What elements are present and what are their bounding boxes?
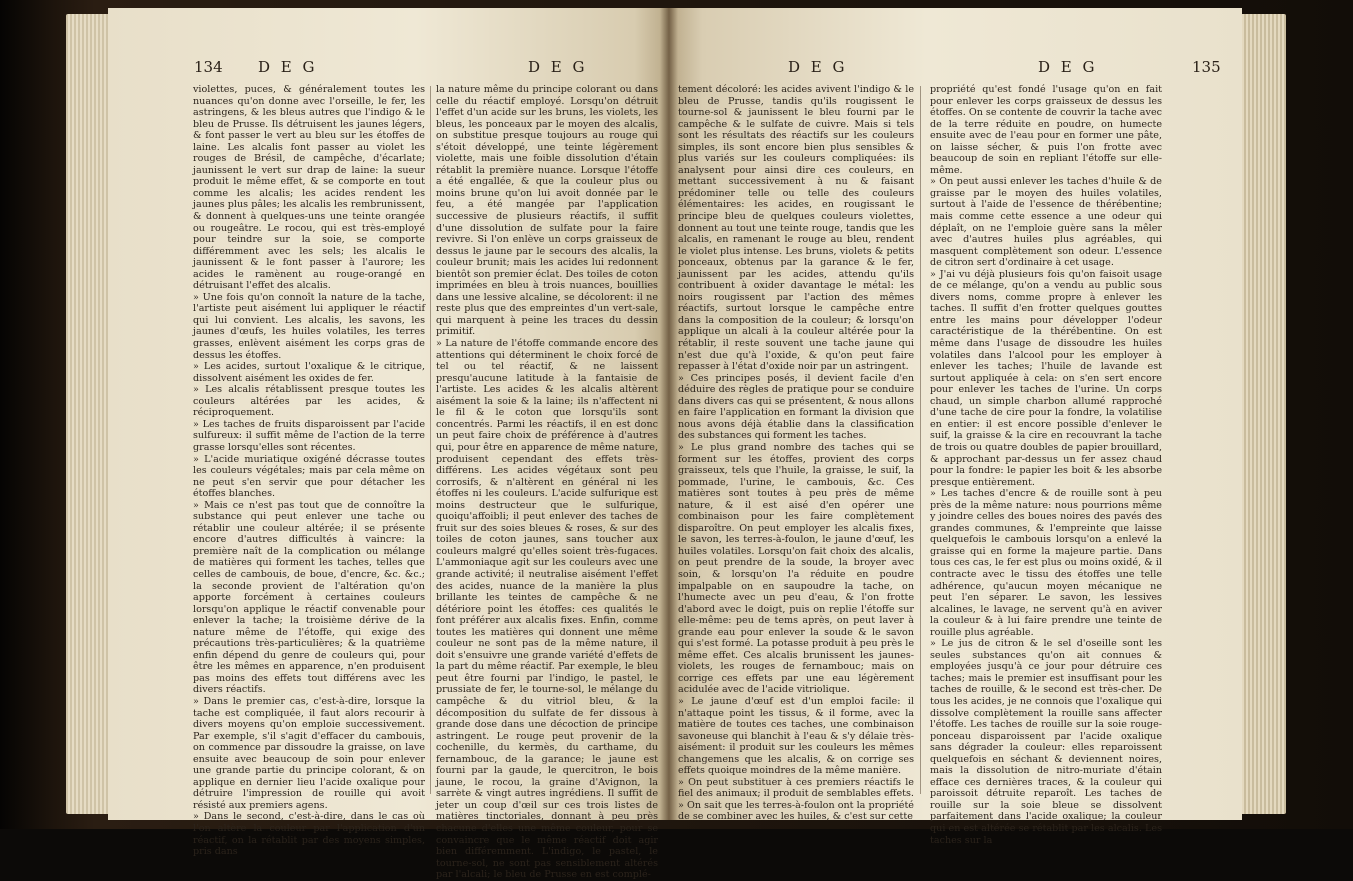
paragraph: » Le jus de citron & le sel d'oseille sont les seules substances qu'on ait connues & employées jusqu'à ce jour pour détruire ces taches; mais le premier est insuffisant pour les taches de rouille, & le second est très-cher. De tous les acides, je ne connois que l'oxalique qui dissolve complètement la rouille sans affecter l'étoffe. Les taches de rouille sur la soie rouge-ponceau disparoissent par l'acide oxalique sans dégrader la couleur: elles reparoissent quelquefois en séchant & deviennent noires, mais la dissolution de nitro-muriate d'étain efface ces dernières traces, & la couleur qui paroissoit détruite reparoît. Les taches de rouille sur la soie bleue se dissolvent parfaitement dans l'acide oxalique; la couleur qui en est altérée se rétablit par les alcalis. Les taches sur la [930,638,1162,846]
right-column-rule [920,86,921,794]
right-page [668,8,1242,846]
right-running-head-2: D E G [1038,58,1098,76]
paragraph: » Une fois qu'on connoît la nature de la tache, l'artiste peut aisément lui appliquer le réactif qui lui convient. Les alcalis, les savons, les jaunes d'œufs, les huiles volatiles, les terres grasses, enlèvent aisément les corps gras de dessus les étoffes. [193,291,425,361]
paragraph: » Les alcalis rétablissent presque toutes les couleurs altérées par les acides, & réciproquement. [193,384,425,419]
paragraph: » Dans le second, c'est-à-dire, dans le cas où l'on altère la couleur par l'application d'un réactif, on la rétablit par des moyens simples, pris dans [193,811,425,858]
paragraph: » L'acide muriatique oxigéné décrasse toutes les couleurs végétales; mais par cela même on ne peut s'en servir que pour détacher les étoffes blanches. [193,453,425,500]
paragraph: tement décoloré: les acides avivent l'indigo & le bleu de Prusse, tandis qu'ils rougissent le tourne-sol & jaunissent le bleu fourni par le campêche & le sulfate de cuivre. Mais si tels sont les résultats des réactifs sur les couleurs simples, ils sont encore bien plus sensibles & plus variés sur les couleurs compliquées: ils analysent pour ainsi dire ces couleurs, en mettant successivement à nu & faisant prédominer telle ou telle des couleurs élémentaires: les acides, en rougissant le principe bleu de quelques couleurs violettes, donnent au tout une teinte rouge, tandis que les alcalis, en ramenant le rouge au bleu, rendent le violet plus intense. Les bruns, violets & petits ponceaux, obtenus par la garance & le fer, jaunissent par les acides, attendu qu'ils contribuent à oxider davantage le métal: les noirs rougissent par l'action des mêmes réactifs, surtout lorsque le campêche entre dans la composition de la couleur; & lorsqu'on applique un alcali à la couleur altérée pour la rétablir, il reste souvent une tache jaune qui n'est due qu'à l'oxide, & qu'on peut faire repasser à l'état d'oxide noir par un astringent. [678,84,914,373]
paragraph: » Le plus grand nombre des taches qui se forment sur les étoffes, provient des corps graisseux, tels que l'huile, la graisse, le suif, la pommade, l'urine, le cambouis, &c. Ces matières sont toutes à peu près de même nature, & il est aisé d'en opérer une combinaison pour les faire complètement disparoître. On peut employer les alcalis fixes, le savon, les terres-à-foulon, le jaune d'œuf, les huiles volatiles. Lorsqu'on fait choix des alcalis, on peut prendre de la soude, la broyer avec soin, & lorsqu'on l'a réduite en poudre impalpable on en saupoudre la tache, on l'humecte avec un peu d'eau, & l'on frotte d'abord avec le doigt, puis on replie l'étoffe sur elle-même: peu de tems après, on peut laver à grande eau pour enlever la soude & le savon qui s'est formé. La potasse produit à peu près le même effet. Ces alcalis brunissent les jaunes-violets, les rouges de fernambouc; mais on corrige ces effets par une eau légèrement acidulée avec de l'acide vitriolique. [678,441,914,696]
paragraph: la nature même du principe colorant ou dans celle du réactif employé. Lorsqu'on détruit l'effet d'un acide sur les bruns, les violets, les bleus, les ponceaux par le moyen des alcalis, on substitue presque toujours au rouge qui s'étoit développé, une teinte légèrement violette, mais une foible dissolution d'étain rétablit la première nuance. Lorsque l'étoffe a été engallée, & que la couleur plus ou moins brune qu'on lui avoit donnée par le feu, a été mangée par l'application successive de plusieurs réactifs, il suffit d'une dissolution de sulfate pour la faire revivre. Si l'on enlève un corps graisseux de dessus le jaune par le secours des alcalis, la couleur brunit; mais les acides lui redonnent bientôt son premier éclat. Des toiles de coton imprimées en bleu à trois nuances, bouillies dans une lessive alcaline, se décolorent: il ne reste plus que des empreintes d'un vert-sale, qui marquent à peine les traces du dessin primitif. [436,84,658,338]
left-running-head-1: D E G [258,58,318,76]
paragraph: violettes, puces, & généralement toutes les nuances qu'on donne avec l'orseille, le fer, les astringens, & les bleus autres que l'indigo & le bleu de Prusse. Ils détruisent les jaunes légers, & font passer le vert au bleu sur les étoffes de laine. Les alcalis font passer au violet les rouges de Brésil, de campêche, d'écarlate; jaunissent le vert sur drap de laine: la sueur produit le même effet, & se comporte en tout comme les alcalis; les acides rendent les jaunes plus pâles; les alcalis les rembrunissent, & donnent à quelques-uns une teinte orangée ou rougeâtre. Le rocou, qui est très-employé pour teindre sur la soie, se comporte différemment avec les sels; les alcalis le jaunissent & le font passer à l'aurore; les acides le ramènent au rouge-orangé en détruisant l'effet des alcalis. [193,84,425,292]
book-gutter [660,8,678,820]
paragraph: » La nature de l'étoffe commande encore des attentions qui déterminent le choix forcé de tel ou tel réactif, & ne laissent presqu'aucune latitude à la fantaisie de l'artiste. Les acides & les alcalis altèrent aisément la soie & la laine; ils n'affectent ni le fil & le coton que lorsqu'ils sont concentrés. Parmi les réactifs, il en est donc un peut faire choix de préférence à d'autres qui, pour être en apparence de même nature, produisent cependant des effets très-différens. Les acides végétaux sont peu corrosifs, & n'altèrent en général ni les étoffes ni les couleurs. L'acide sulfurique est moins destructeur que le sulfurique, quoiqu'affoibli; il peut enlever des taches de fruit sur des soies bleues & roses, & sur des toiles de coton jaunes, sans toucher aux couleurs malgré qu'elles soient très-fugaces. L'ammoniaque agit sur les couleurs avec une grande activité; il neutralise aisément l'effet des acides, nuance de la manière la plus brillante les teintes de campêche & ne détériore point les étoffes: ces qualités le font préférer aux alcalis fixes. Enfin, comme toutes les matières qui donnent une même couleur ne sont pas de la même nature, il doit s'ensuivre une grande variété d'effets de la part du même réactif. Par exemple, le bleu peut être fourni par l'indigo, le pastel, le prussiate de fer, le tourne-sol, le mélange du campêche & du vitriol bleu, & la décomposition du sulfate de fer dissous à grande dose dans une décoction de principe astringent. Le rouge peut provenir de la cochenille, du kermès, du carthame, du fernambouc, de la garance; le jaune est fourni par la gaude, le quercitron, le bois jaune, le rocou, la graine d'Avignon, la sarrète & vingt autres ingrédiens. Il suffit de jeter un coup d'œil sur ces trois listes de matières tinctoriales, donnant à peu près chacune d'elles une même couleur, pour se convaincre que le même réactif doit agir bien différemment. L'indigo, le pastel, le tourne-sol, ne sont pas sensiblement altérés par l'alcali; le bleu de Prusse en est complé- [436,338,658,881]
paragraph: » Dans le premier cas, c'est-à-dire, lorsque la tache est compliquée, il faut alors recourir à divers moyens qu'on emploie successivement. Par exemple, s'il s'agit d'effacer du cambouis, on commence par dissoudre la graisse, on lave ensuite avec beaucoup de soin pour enlever une grande partie du principe colorant, & on applique en dernier lieu l'acide oxalique pour détruire l'impression de rouille qui avoit résisté aux premiers agens. [193,695,425,811]
left-page-number: 134 [194,58,223,76]
right-page-number: 135 [1192,58,1221,76]
paragraph: » J'ai vu déjà plusieurs fois qu'on faisoit usage de ce mélange, qu'on a vendu au public sous divers noms, comme propre à enlever les taches. Il suffit d'en frotter quelques gouttes entre les mains pour développer l'odeur caractéristique de la thérébentine. On est même dans l'usage de dissoudre les huiles volatiles dans l'alcool pour les employer à enlever les taches; l'huile de lavande est surtout appliquée à cela: on s'en sert encore pour enlever les taches de l'urine. Un corps chaud, un simple charbon allumé rapproché d'une tache de cire pour la fondre, la volatilise en entier: il est encore possible d'enlever le suif, la graisse & la cire en recouvrant la tache de trois ou quatre doubles de papier brouillard, & approchant par-dessus un fer assez chaud pour la fondre: le papier les boit & les absorbe presque entièrement. [930,268,1162,488]
paragraph: » On peut substituer à ces premiers réactifs le fiel des animaux; il produit de semblables effets. [678,776,914,800]
left-page [108,8,668,881]
left-column-2 [436,84,658,881]
paragraph: » On sait que les terres-à-foulon ont la propriété de se combiner avec les huiles, & c'est sur cette [678,799,914,823]
paragraph: » Le jaune d'œuf est d'un emploi facile: il n'attaque point les tissus, & il forme, avec la matière de toutes ces taches, une combinaison savoneuse qui blanchit à l'eau & s'y délaie très-aisément: il produit sur les couleurs les mêmes changemens que les alcalis, & on corrige ses effets quoique moindres de la même manière. [678,695,914,777]
paragraph: » Les acides, surtout l'oxalique & le citrique, dissolvent aisément les oxides de fer. [193,361,425,384]
paragraph: propriété qu'est fondé l'usage qu'on en fait pour enlever les corps graisseux de dessus les étoffes. On se contente de couvrir la tache avec de la terre réduite en poudre, on humecte ensuite avec de l'eau pour en former une pâte, on laisse sécher, & puis l'on frotte avec beaucoup de soin en repliant l'étoffe sur elle-même. [930,84,1162,176]
paragraph: » On peut aussi enlever les taches d'huile & de graisse par le moyen des huiles volatiles, surtout à l'aide de l'essence de thérébentine; mais comme cette essence a une odeur qui déplaît, on ne l'emploie guère sans la mêler avec d'autres huiles plus agréables, qui masquent complètement son odeur. L'essence de citron sert d'ordinaire à cet usage. [930,176,1162,269]
right-page-stack-edge [1238,14,1286,814]
paragraph: » Les taches d'encre & de rouille sont à peu près de la même nature: nous pourrions même y joindre celles des boues noires des pavés des grandes communes, & l'empreinte que laisse quelquefois le cambouis lorsqu'on a enlevé la graisse qui en forme la majeure partie. Dans tous ces cas, le fer est plus ou moins oxidé, & il contracte avec le tissu des étoffes une telle adhérence, qu'aucun moyen mécanique ne peut l'en séparer. Le savon, les lessives alcalines, le lavage, ne servent qu'à en aviver la couleur & à lui faire prendre une teinte de rouille plus agréable. [930,488,1162,638]
right-running-head-1: D E G [788,58,848,76]
paragraph: » Mais ce n'est pas tout que de connoître la substance qui peut enlever une tache ou rétablir une couleur altérée; il se présente encore d'autres difficultés à vaincre: la première naît de la complication ou mélange de matières qui forment les taches, telles que celles de cambouis, de boue, d'encre, &c. &c.; la seconde provient de l'altération qu'on apporte forcément à certaines couleurs lorsqu'on applique le réactif convenable pour enlever la tache; la troisième dérive de la nature même de l'étoffe, qui exige des précautions très-particulières; & la quatrième enfin dépend du genre de couleurs qui, pour être les mêmes en apparence, n'en produisent pas moins des effets tout différens avec les divers réactifs. [193,499,425,696]
right-column-1 [678,84,914,823]
left-column-rule [430,86,431,794]
paragraph: » Ces principes posés, il devient facile d'en déduire des règles de pratique pour se conduire dans divers cas qui se présentent, & nous allons en faire l'application en formant la division que nous avons déjà établie dans la classification des substances qui forment les taches. [678,372,914,442]
left-running-head-2: D E G [528,58,588,76]
left-page-stack-edge [66,14,110,814]
left-column-1 [193,84,425,858]
right-column-2 [930,84,1162,846]
paragraph: » Les taches de fruits disparoissent par l'acide sulfureux: il suffit même de l'action de la terre grasse lorsqu'elles sont récentes. [193,418,425,453]
